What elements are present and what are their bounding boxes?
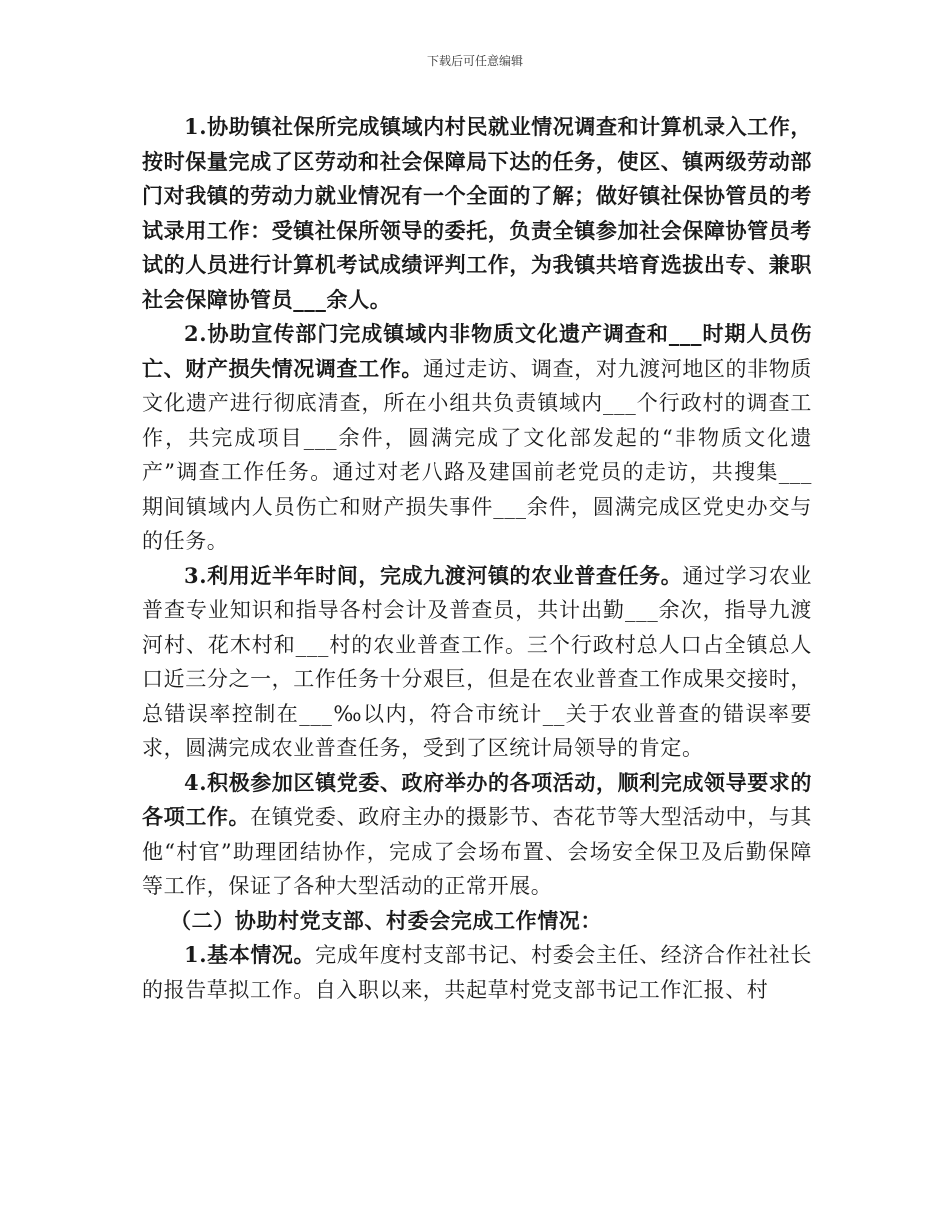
paragraph-5 (142, 938, 812, 1007)
paragraph-body: 通过走访、调查，对九渡河地区的非物质文化遗产进行彻底清查，所在小组共负责镇域内___个行政村的调查工作，共完成项目___余件，圆满完成了文化部发起的“非物质文化遗产”调查工作任务。通过对老八路及建国前老党员的走访，共搜集___期间镇域内人员伤亡和财产损失事件___余件，圆满完成区党史办交与的任务。 (142, 356, 812, 553)
paragraph-lead: 1.基本情况。 (184, 942, 316, 967)
paragraph-body: 在镇党委、政府主办的摄影节、杏花节等大型活动中，与其他“村官”助理团结协作，完成了会场布置、会场安全保卫及后勤保障等工作，保证了各种大型活动的正常开展。 (142, 805, 813, 898)
paragraph-lead: 2.协助宣传部门完成镇域内非物质文化遗产调查和___时期人员伤亡、财产损失情况调查工作。 (142, 321, 812, 381)
paragraph-body: 通过学习农业普查专业知识和指导各村会计及普查员，共计出勤___余次，指导九渡河村、花木村和___村的农业普查工作。三个行政村总人口占全镇总人口近三分之一，工作任务十分艰巨，但是在农业普查工作成果交接时，总错误率控制在___‰以内，符合市统计__关于农业普查的错误率要求，圆满完成农业普查任务，受到了区统计局领导的肯定。 (142, 563, 812, 760)
document-body (142, 110, 812, 1007)
paragraph-3 (142, 559, 812, 766)
paragraph-2 (142, 317, 812, 559)
paragraph-lead: 1.协助镇社保所完成镇域内村民就业情况调查和计算机录入工作，按时保量完成了区劳动和社会保障局下达的任务，使区、镇两级劳动部门对我镇的劳动力就业情况有一个全面的了解；做好镇社保协管员的考试录用工作：受镇社保所领导的委托，负责全镇参加社会保障协管员考试的人员进行计算机考试成绩评判工作，为我镇共培育选拔出专、兼职社会保障协管员___余人。 (142, 114, 812, 312)
section-subheading: （二）协助村党支部、村委会完成工作情况： (170, 907, 602, 933)
paragraph-lead: 4.积极参加区镇党委、政府举办的各项活动，顺利完成领导要求的各项工作。 (142, 769, 812, 829)
paragraph-lead: 3.利用近半年时间，完成九渡河镇的农业普查任务。 (184, 562, 683, 588)
page-header: 下载后可任意编辑 (426, 54, 523, 68)
paragraph-body: 完成年度村支部书记、村委会主任、经济合作社社长的报告草拟工作。自入职以来，共起草村党支部书记工作汇报、村 (142, 943, 812, 1002)
paragraph-4 (142, 766, 812, 904)
paragraph-1 (142, 110, 812, 317)
